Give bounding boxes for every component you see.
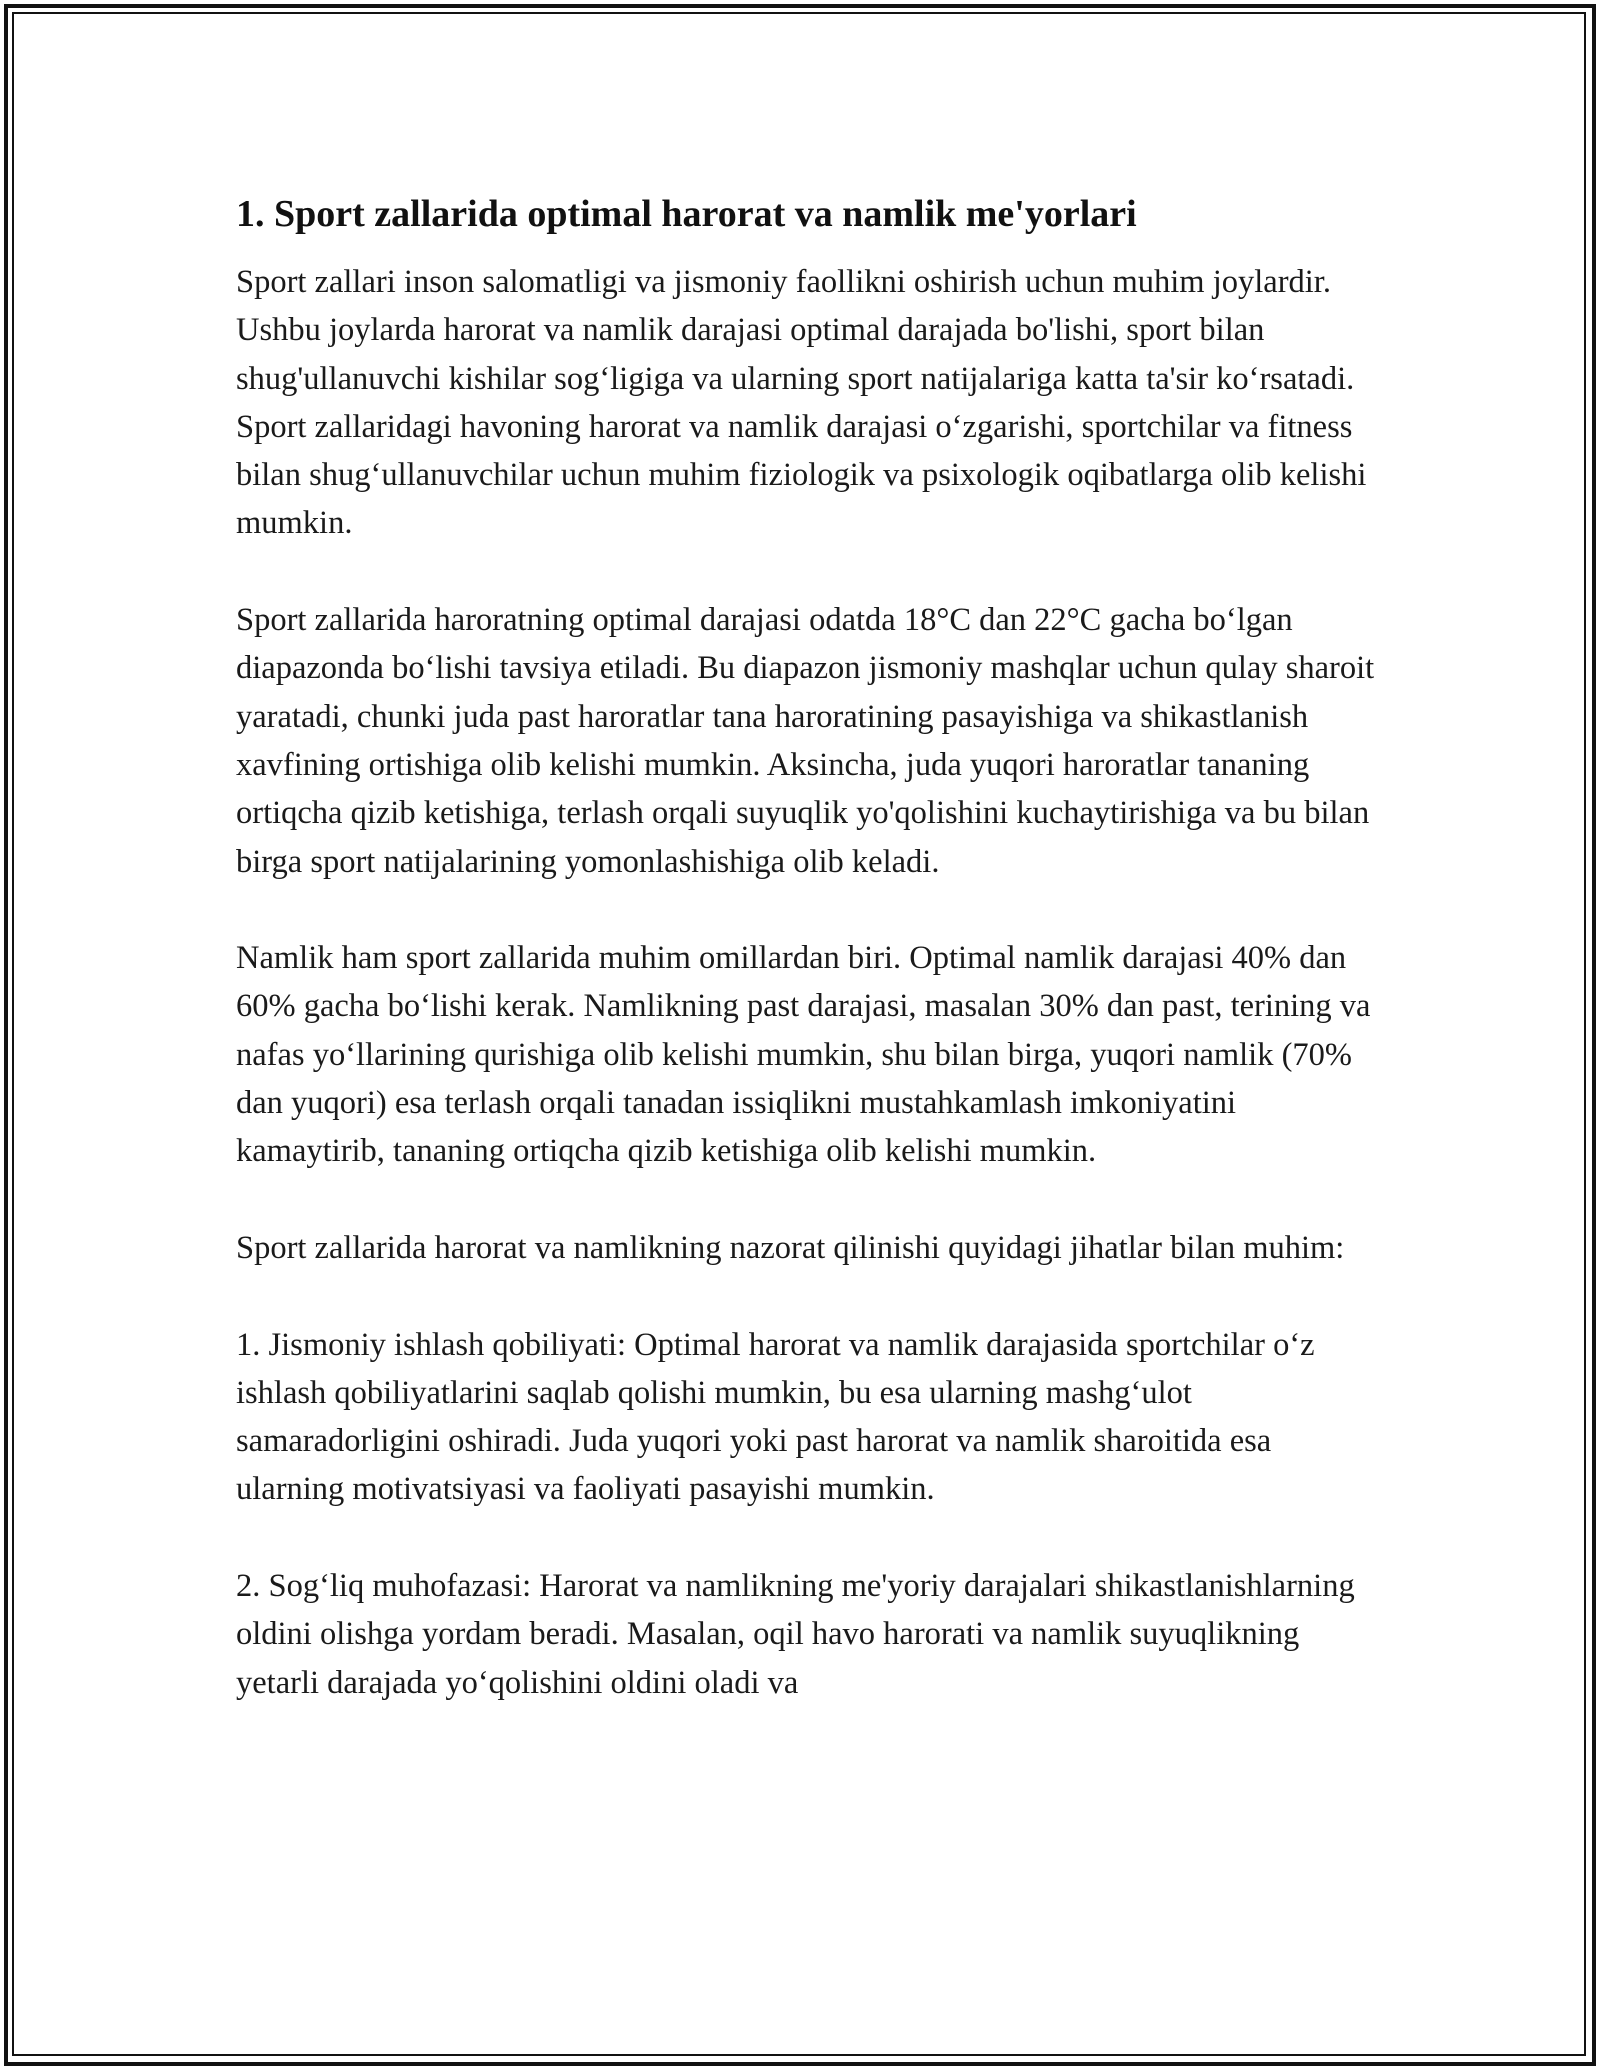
control-intro-paragraph: Sport zallarida harorat va namlikning nazorat qilinishi quyidagi jihatlar bilan muhim: bbox=[236, 1229, 1345, 1266]
intro-paragraph: Sport zallari inson salomatligi va jismoniy faollikni oshirish uchun muhim joylardir. Ushbu joylarda harorat va namlik darajasi optimal darajada bo'lishi, sport bilan shug'ullanuvchi kishilar sog‘ligiga va ularning sport natijalariga katta ta'sir ko‘rsatadi. Sport zallaridagi havoning harorat va namlik darajasi o‘zgarishi, sportchilar va fitness bilan shug‘ullanuvchilar uchun muhim fiziologik va psixologik oqibatlarga olib kelishi mumkin. bbox=[236, 264, 1367, 542]
section-heading: 1. Sport zallarida optimal harorat va namlik me'yorlari bbox=[236, 193, 1137, 235]
list-item-health-protection: 2. Sog‘liq muhofazasi: Harorat va namlikning me'yoriy darajalari shikastlanishlarning oldini olishga yordam beradi. Masalan, oqil havo harorati va namlik suyuqlikning yetarli darajada yo‘qolishini oldini oladi va bbox=[236, 1568, 1355, 1701]
temperature-paragraph: Sport zallarida haroratning optimal darajasi odatda 18°C dan 22°C gacha bo‘lgan diapazonda bo‘lishi tavsiya etiladi. Bu diapazon jismoniy mashqlar uchun qulay sharoit yaratadi, chunki juda past haroratlar tana haroratining pasayishiga va shikastlanish xavfining ortishiga olib kelishi mumkin. Aksincha, juda yuqori haroratlar tananing ortiqcha qizib ketishiga, terlash orqali suyuqlik yo'qolishini kuchaytirishiga va bu bilan birga sport natijalarining yomonlashishiga olib keladi. bbox=[236, 602, 1375, 880]
humidity-paragraph: Namlik ham sport zallarida muhim omillardan biri. Optimal namlik darajasi 40% dan 60% gacha bo‘lishi kerak. Namlikning past darajasi, masalan 30% dan past, terining va nafas yo‘llarining qurishiga olib kelishi mumkin, shu bilan birga, yuqori namlik (70% dan yuqori) esa terlash orqali tanadan issiqlikni mustahkamlash imkoniyatini kamaytirib, tananing ortiqcha qizib ketishiga olib kelishi mumkin. bbox=[236, 940, 1371, 1170]
document-body bbox=[236, 188, 1376, 1707]
list-item-physical-performance: 1. Jismoniy ishlash qobiliyati: Optimal harorat va namlik darajasida sportchilar o‘z ishlash qobiliyatlarini saqlab qolishi mumkin, bu esa ularning mashg‘ulot samaradorligini oshiradi. Juda yuqori yoki past harorat va namlik sharoitida esa ularning motivatsiyasi va faoliyati pasayishi mumkin. bbox=[236, 1326, 1315, 1508]
